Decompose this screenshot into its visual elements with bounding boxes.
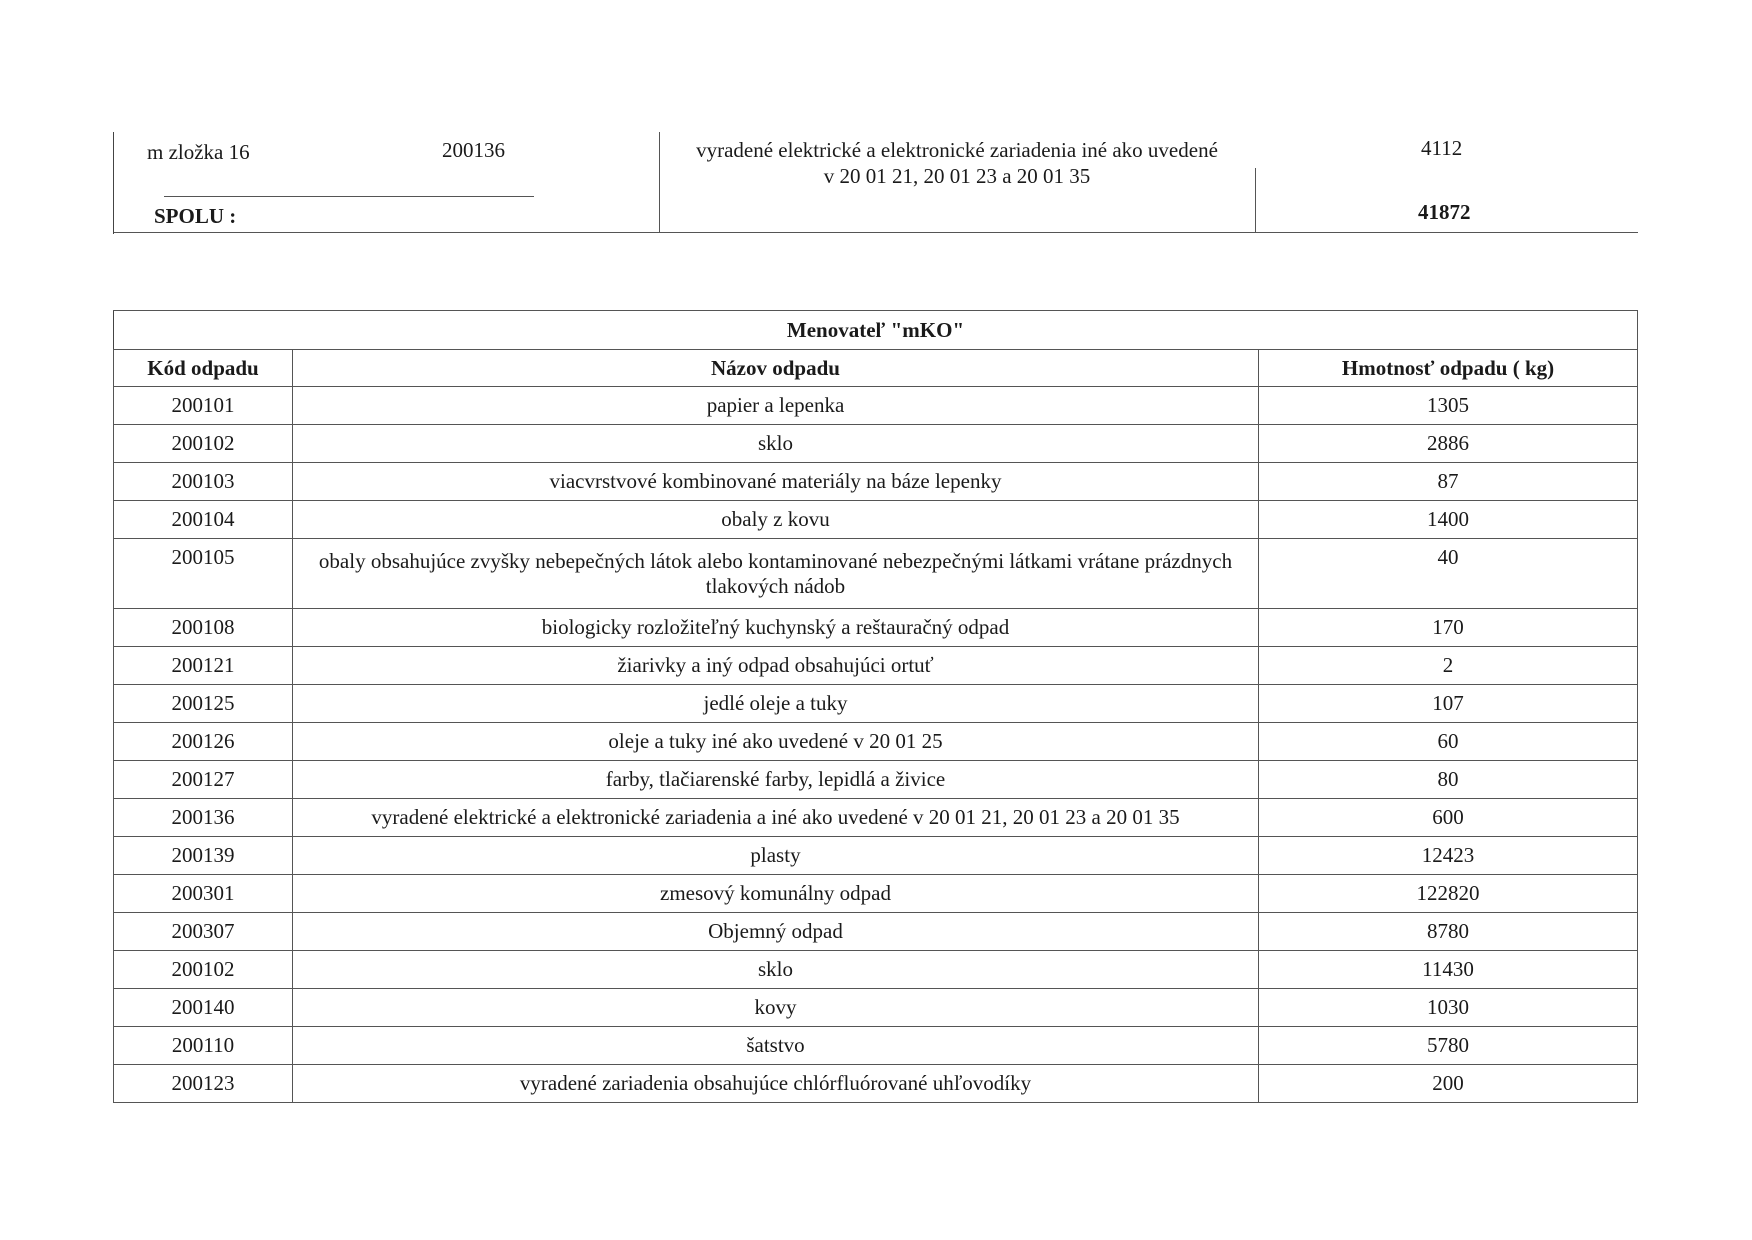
cell-name: obaly obsahujúce zvyšky nebepečných látok alebo kontaminované nebezpečnými látkami vrátane prázdnych tlakových nádob xyxy=(293,539,1259,609)
header-code: Kód odpadu xyxy=(114,350,293,387)
table-row xyxy=(114,387,1638,425)
cell-weight: 80 xyxy=(1259,761,1638,799)
cell-code: 200307 xyxy=(114,913,293,951)
cell-code: 200139 xyxy=(114,837,293,875)
table-row xyxy=(114,723,1638,761)
cell-name: šatstvo xyxy=(293,1027,1259,1065)
table-row xyxy=(114,463,1638,501)
cell-code: 200127 xyxy=(114,761,293,799)
cell-weight: 40 xyxy=(1259,539,1638,609)
cell-code: 200110 xyxy=(114,1027,293,1065)
cell-weight: 170 xyxy=(1259,609,1638,647)
table-row xyxy=(114,875,1638,913)
cell-weight: 11430 xyxy=(1259,951,1638,989)
cell-weight: 107 xyxy=(1259,685,1638,723)
cell-name: oleje a tuky iné ako uvedené v 20 01 25 xyxy=(293,723,1259,761)
cell-name: zmesový komunálny odpad xyxy=(293,875,1259,913)
cell-code: 200104 xyxy=(114,501,293,539)
cell-code: 200140 xyxy=(114,989,293,1027)
total-value: 41872 xyxy=(1418,200,1471,224)
cell-weight: 200 xyxy=(1259,1065,1638,1103)
top-name-line2: v 20 01 21, 20 01 23 a 20 01 35 xyxy=(823,164,1091,188)
cell-weight: 8780 xyxy=(1259,913,1638,951)
cell-weight: 87 xyxy=(1259,463,1638,501)
cell-weight: 2 xyxy=(1259,647,1638,685)
cell-name: plasty xyxy=(293,837,1259,875)
cell-code: 200125 xyxy=(114,685,293,723)
cell-code: 200301 xyxy=(114,875,293,913)
cell-name: obaly z kovu xyxy=(293,501,1259,539)
table-row xyxy=(114,501,1638,539)
top-code: 200136 xyxy=(442,138,505,162)
top-divider xyxy=(164,196,534,197)
top-label: m zložka 16 xyxy=(147,140,250,164)
table-row xyxy=(114,989,1638,1027)
cell-code: 200108 xyxy=(114,609,293,647)
table-row xyxy=(114,609,1638,647)
cell-name: vyradené zariadenia obsahujúce chlórfluórované uhľovodíky xyxy=(293,1065,1259,1103)
cell-weight: 1030 xyxy=(1259,989,1638,1027)
cell-name: jedlé oleje a tuky xyxy=(293,685,1259,723)
cell-name: farby, tlačiarenské farby, lepidlá a živice xyxy=(293,761,1259,799)
table-row xyxy=(114,539,1638,609)
table-header-row xyxy=(114,350,1638,387)
table-title: Menovateľ "mKO" xyxy=(114,311,1638,350)
top-col-divider-2 xyxy=(1255,168,1256,232)
cell-weight: 12423 xyxy=(1259,837,1638,875)
cell-code: 200123 xyxy=(114,1065,293,1103)
table-row xyxy=(114,425,1638,463)
top-name-line1: vyradené elektrické a elektronické zariadenia iné ako uvedené xyxy=(696,138,1218,162)
table-row xyxy=(114,951,1638,989)
total-label: SPOLU : xyxy=(154,204,237,228)
top-fragment-table xyxy=(113,132,1638,234)
table-row xyxy=(114,837,1638,875)
cell-name: kovy xyxy=(293,989,1259,1027)
cell-code: 200102 xyxy=(114,951,293,989)
cell-weight: 600 xyxy=(1259,799,1638,837)
header-weight: Hmotnosť odpadu ( kg) xyxy=(1259,350,1638,387)
cell-code: 200121 xyxy=(114,647,293,685)
table-row xyxy=(114,1065,1638,1103)
table-row xyxy=(114,761,1638,799)
cell-weight: 122820 xyxy=(1259,875,1638,913)
cell-name: vyradené elektrické a elektronické zariadenia a iné ako uvedené v 20 01 21, 20 01 23 a 20 01 35 xyxy=(293,799,1259,837)
cell-weight: 5780 xyxy=(1259,1027,1638,1065)
cell-code: 200101 xyxy=(114,387,293,425)
header-name: Názov odpadu xyxy=(293,350,1259,387)
cell-name: sklo xyxy=(293,425,1259,463)
table-row xyxy=(114,913,1638,951)
cell-weight: 1305 xyxy=(1259,387,1638,425)
cell-weight: 2886 xyxy=(1259,425,1638,463)
table-row xyxy=(114,685,1638,723)
cell-weight: 1400 xyxy=(1259,501,1638,539)
cell-name: papier a lepenka xyxy=(293,387,1259,425)
table-row xyxy=(114,1027,1638,1065)
cell-code: 200103 xyxy=(114,463,293,501)
cell-name: sklo xyxy=(293,951,1259,989)
top-bottom-border xyxy=(114,232,1638,233)
cell-name: biologicky rozložiteľný kuchynský a reštauračný odpad xyxy=(293,609,1259,647)
cell-code: 200136 xyxy=(114,799,293,837)
table-row xyxy=(114,799,1638,837)
waste-table xyxy=(113,310,1638,1103)
cell-name: Objemný odpad xyxy=(293,913,1259,951)
cell-code: 200105 xyxy=(114,539,293,609)
cell-code: 200102 xyxy=(114,425,293,463)
table-title-row xyxy=(114,311,1638,350)
table-row xyxy=(114,647,1638,685)
top-weight: 4112 xyxy=(1421,136,1463,160)
cell-code: 200126 xyxy=(114,723,293,761)
cell-weight: 60 xyxy=(1259,723,1638,761)
cell-name: žiarivky a iný odpad obsahujúci ortuť xyxy=(293,647,1259,685)
cell-name: viacvrstvové kombinované materiály na báze lepenky xyxy=(293,463,1259,501)
